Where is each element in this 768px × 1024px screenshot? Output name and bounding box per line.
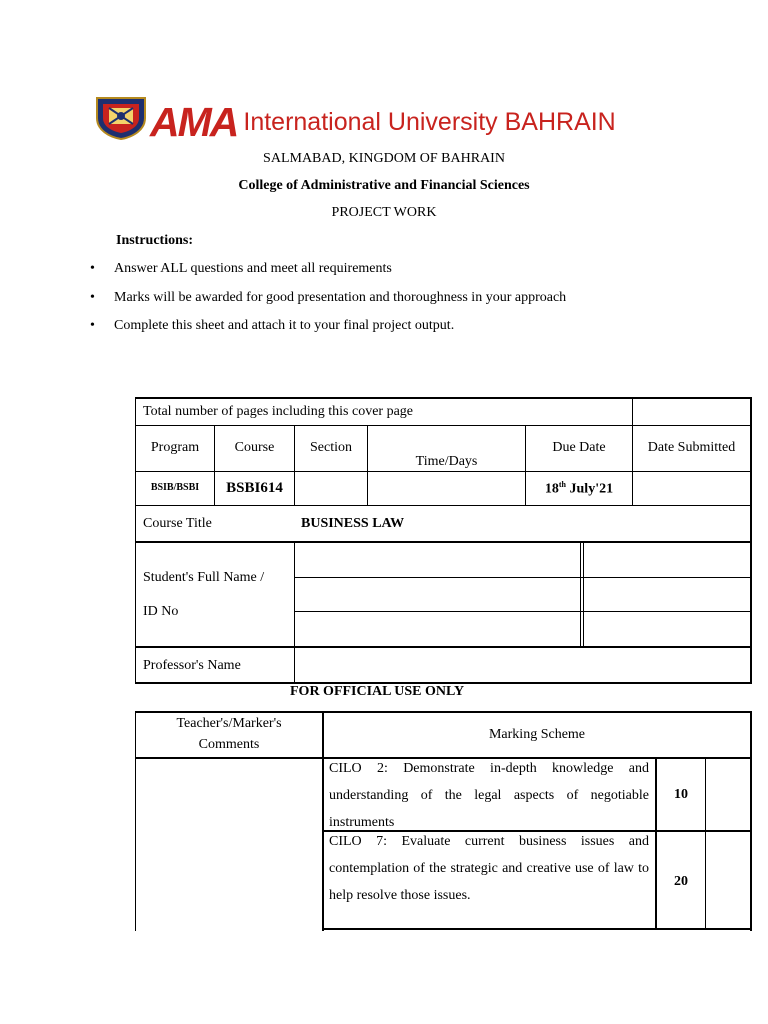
student-name-label-line1: Student's Full Name / [143, 570, 265, 585]
program-value: BSIB/BSBI [150, 482, 200, 493]
instruction-item: • Complete this sheet and attach it to your final project output. [90, 316, 566, 345]
cilo-2-text: CILO 2: Demonstrate in-depth knowledge and understanding of the legal aspects of negotiable instruments [329, 761, 649, 830]
cilo-7-marks: 20 [674, 874, 688, 889]
instruction-item: • Answer ALL questions and meet all requirements [90, 259, 566, 288]
due-date-day: 18 [544, 481, 559, 497]
location-heading: SALMABAD, KINGDOM OF BAHRAIN [263, 151, 505, 166]
official-use-title: FOR OFFICIAL USE ONLY [290, 684, 465, 699]
comments-header-line2: Comments [198, 737, 260, 752]
college-heading: College of Administrative and Financial Sciences [238, 178, 530, 193]
due-date-suffix: th [558, 480, 567, 489]
time-days-header: Time/Days [415, 454, 478, 469]
comments-header-line1: Teacher's/Marker's [176, 716, 282, 731]
instructions-title: Instructions: [116, 233, 194, 248]
cilo-2-marks: 10 [674, 787, 688, 802]
date-submitted-header: Date Submitted [647, 440, 736, 455]
total-pages-label: Total number of pages including this cover page [143, 404, 413, 419]
comments-header [136, 713, 322, 755]
course-title-value: BUSINESS LAW [301, 516, 405, 531]
course-value: BSBI614 [226, 480, 283, 496]
course-title-label: Course Title [143, 516, 212, 531]
instruction-item: • Marks will be awarded for good presentation and thoroughness in your approach [90, 288, 566, 317]
due-date-header: Due Date [552, 440, 606, 455]
program-header: Program [150, 440, 200, 455]
doc-type-heading: PROJECT WORK [331, 205, 437, 220]
course-header: Course [234, 440, 275, 455]
logo-university-name: International University BAHRAIN [243, 107, 616, 136]
university-wordmark [150, 100, 616, 144]
instructions-list [90, 259, 566, 345]
logo-ama-text: AMA [150, 98, 238, 145]
cilo-7-text: CILO 7: Evaluate current business issues and contemplation of the strategic and creative use of law to help resolve those issues. [329, 834, 649, 903]
professor-name-label: Professor's Name [143, 658, 241, 673]
marking-scheme-header: Marking Scheme [488, 727, 586, 742]
due-date-month-year: July'21 [566, 481, 614, 497]
due-date-value [526, 480, 632, 498]
student-name-label-line2: ID No [143, 604, 179, 619]
section-header: Section [310, 440, 352, 455]
university-seal-logo [95, 96, 147, 140]
